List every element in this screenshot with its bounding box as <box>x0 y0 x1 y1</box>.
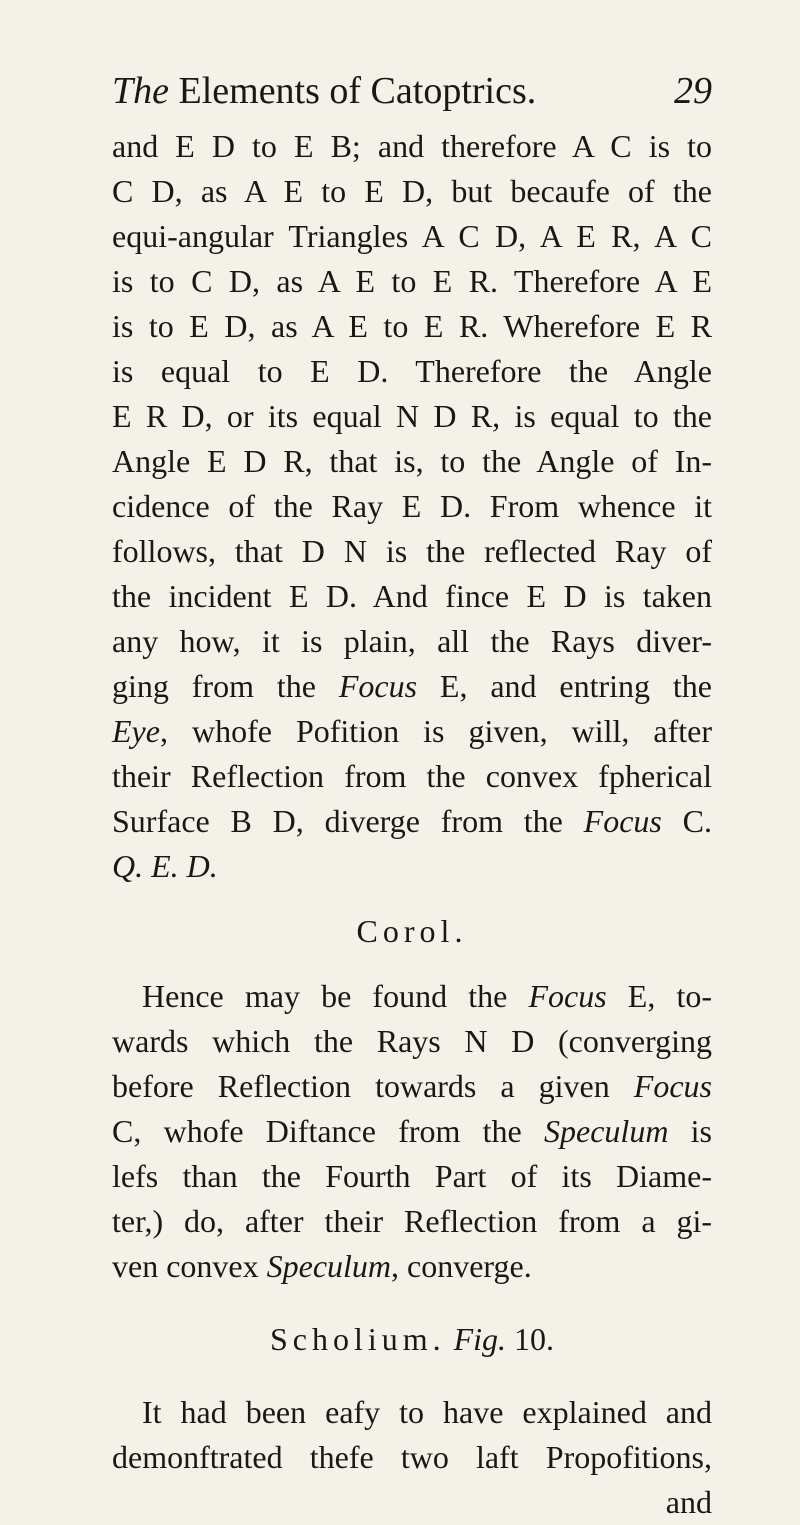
text-run: ven convex <box>112 1248 267 1284</box>
italic-focus: Focus <box>528 978 607 1014</box>
text-run: , converge. <box>391 1248 532 1284</box>
text-line: is to E D, as A E to E R. Wherefore E R <box>112 308 712 344</box>
qed-line <box>112 844 712 889</box>
catchword: and <box>665 1484 712 1520</box>
italic-focus: Focus <box>338 668 418 704</box>
fig-number: 10. <box>506 1321 555 1357</box>
text-line: E R D, or its equal N D R, is equal to the <box>112 398 712 434</box>
page-number: 29 <box>674 70 712 112</box>
italic-eye: Eye <box>112 713 160 749</box>
text-line: lefs than the Fourth Part of its Diame- <box>112 1158 712 1194</box>
fig-ref: Fig. <box>453 1321 507 1357</box>
text-line: is equal to E D. Therefore the Angle <box>112 353 712 389</box>
spacer <box>112 954 712 974</box>
text-run: before Reflection towards a given <box>112 1068 634 1104</box>
text-line <box>112 709 712 754</box>
header-title: Elements of Catoptrics. <box>169 70 537 112</box>
text-line: wards which the Rays N D (converging <box>112 1023 712 1059</box>
text-run: is <box>668 1113 713 1149</box>
italic-focus: Focus <box>633 1068 712 1104</box>
text-line: C D, as A E to E D, but becaufe of the <box>112 173 712 209</box>
text-run: C, whofe Diftance from the <box>112 1113 545 1149</box>
text-line: equi-angular Triangles A C D, A E R, A C <box>112 218 712 254</box>
text-line: any how, it is plain, all the Rays diver- <box>112 623 712 659</box>
text-line: ter,) do, after their Reflection from a gi- <box>112 1203 712 1239</box>
text-line: and E D to E B; and therefore A C is to <box>112 128 712 164</box>
italic-speculum: Speculum <box>266 1248 392 1284</box>
text-line: follows, that D N is the reflected Ray of <box>112 533 712 569</box>
text-line: cidence of the Ray E D. From whence it <box>112 488 712 524</box>
text-run: Hence may be found the <box>142 978 529 1014</box>
text-line: is to C D, as A E to E R. Therefore A E <box>112 263 712 299</box>
text-line <box>112 1109 712 1154</box>
text-line: the incident E D. And fince E D is taken <box>112 578 712 614</box>
italic-speculum: Speculum <box>544 1113 669 1149</box>
corol-heading: Corol. <box>356 913 468 949</box>
header-the: The <box>112 70 169 112</box>
text-run: E, and entring the <box>417 668 712 704</box>
text-run: , whofe Pofition is given, will, after <box>159 713 712 749</box>
spacer <box>112 1289 712 1317</box>
text-line: Angle E D R, that is, to the Angle of In- <box>112 443 712 479</box>
text-line <box>112 1064 712 1109</box>
spacer <box>112 889 712 909</box>
text-run: C. <box>661 803 713 839</box>
text-run: Surface B D, diverge from the <box>112 803 584 839</box>
scholium-heading <box>112 1317 712 1362</box>
text-line: It had been eafy to have explained and <box>142 1394 712 1430</box>
text-line: demonftrated thefe two laft Propofitions, <box>112 1439 712 1475</box>
running-header <box>112 66 712 116</box>
text-line <box>112 1244 712 1289</box>
scholium-label: Scholium. <box>269 1321 446 1357</box>
text-line <box>112 974 712 1019</box>
text-run: ging from the <box>112 668 339 704</box>
main-text <box>112 124 712 1525</box>
text-line: their Reflection from the convex fpherical <box>112 758 712 794</box>
spacer <box>112 1362 712 1390</box>
italic-focus: Focus <box>583 803 662 839</box>
text-line <box>112 799 712 844</box>
text-line <box>112 664 712 709</box>
text-run: E, to- <box>606 978 713 1014</box>
qed-mark: Q. E. D. <box>112 848 218 884</box>
